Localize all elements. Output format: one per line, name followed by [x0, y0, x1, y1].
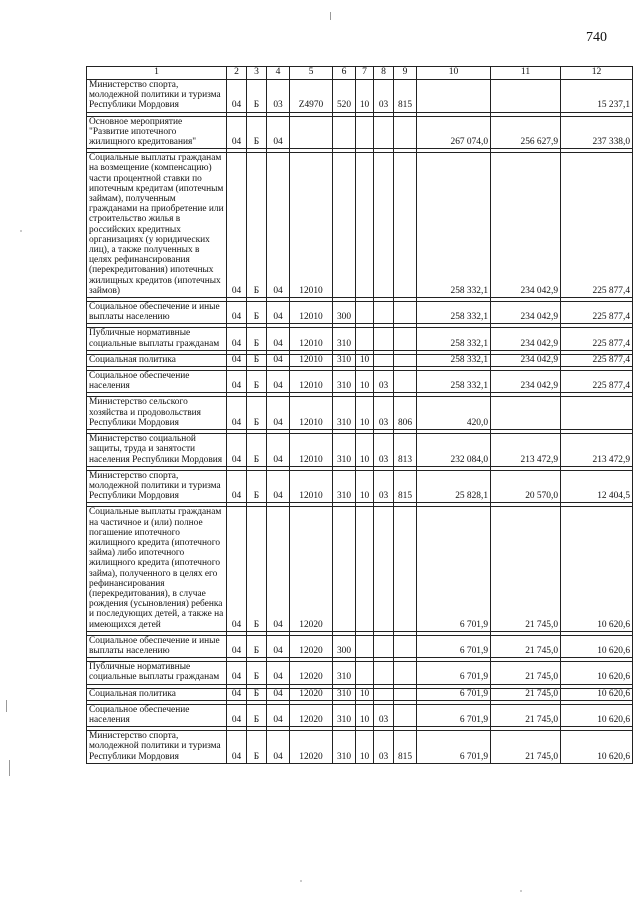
- table-cell: 310: [333, 354, 356, 366]
- table-cell: 234 042,9: [491, 371, 561, 393]
- table-cell: 12020: [290, 635, 333, 657]
- table-cell: 12 404,5: [561, 470, 633, 503]
- table-cell: [374, 507, 394, 631]
- table-cell: Б: [247, 328, 267, 350]
- table-cell: Б: [247, 507, 267, 631]
- table-cell: 03: [374, 434, 394, 467]
- row-label: Социальные выплаты гражданам на частичное и (или) полное погашение ипотечного жилищного кредита (ипотечного займа) либо ипотечного жилищного кредита (ипотечного займа), полученного в целях его рефинансирования (перекредитования), в случае рождения (усыновления) ребенка и последующих детей, а также на имеющихся детей: [87, 507, 227, 631]
- table-cell: 258 332,1: [417, 371, 491, 393]
- header-cell: 8: [374, 67, 394, 80]
- table-cell: 10 620,6: [561, 704, 633, 726]
- margin-mark: [6, 700, 7, 712]
- table-cell: 10: [356, 371, 374, 393]
- table-cell: 21 745,0: [491, 688, 561, 700]
- table-cell: [333, 153, 356, 298]
- table-cell: [491, 397, 561, 430]
- table-cell: 03: [374, 80, 394, 113]
- table-cell: 21 745,0: [491, 635, 561, 657]
- table-cell: 420,0: [417, 397, 491, 430]
- table-cell: 10: [356, 397, 374, 430]
- table-cell: Б: [247, 470, 267, 503]
- table-body: [87, 80, 633, 764]
- table-cell: 10: [356, 704, 374, 726]
- header-cell: 2: [227, 67, 247, 80]
- row-label: Социальное обеспечение населения: [87, 371, 227, 393]
- table-cell: [333, 507, 356, 631]
- table-cell: 04: [267, 470, 290, 503]
- table-cell: 310: [333, 371, 356, 393]
- table-cell: [394, 662, 417, 684]
- table-cell: 10 620,6: [561, 635, 633, 657]
- table-cell: 12020: [290, 507, 333, 631]
- table-cell: 04: [227, 397, 247, 430]
- scan-speck: [300, 880, 302, 882]
- table-cell: 10: [356, 434, 374, 467]
- table-cell: 03: [374, 371, 394, 393]
- table-cell: 10 620,6: [561, 662, 633, 684]
- table-cell: 04: [267, 635, 290, 657]
- table-cell: [356, 507, 374, 631]
- header-cell: 4: [267, 67, 290, 80]
- table-cell: 04: [267, 116, 290, 149]
- table-cell: Б: [247, 302, 267, 324]
- table-cell: 04: [267, 507, 290, 631]
- table-cell: Б: [247, 635, 267, 657]
- table-cell: 04: [227, 371, 247, 393]
- table-cell: 267 074,0: [417, 116, 491, 149]
- budget-table: [86, 66, 633, 764]
- table-cell: [356, 662, 374, 684]
- table-cell: 12010: [290, 328, 333, 350]
- table-cell: 04: [227, 116, 247, 149]
- row-label: Министерство спорта, молодежной политики и туризма Республики Мордовия: [87, 731, 227, 764]
- table-cell: 258 332,1: [417, 328, 491, 350]
- table-cell: 310: [333, 397, 356, 430]
- header-cell: 1: [87, 67, 227, 80]
- table-cell: 25 828,1: [417, 470, 491, 503]
- table-cell: 310: [333, 704, 356, 726]
- table-row: [87, 470, 633, 503]
- table-row: [87, 302, 633, 324]
- table-cell: [374, 328, 394, 350]
- table-row: [87, 397, 633, 430]
- table-cell: 310: [333, 434, 356, 467]
- table-cell: 225 877,4: [561, 153, 633, 298]
- table-cell: 04: [227, 470, 247, 503]
- table-cell: Б: [247, 397, 267, 430]
- table-row: [87, 704, 633, 726]
- table-cell: 237 338,0: [561, 116, 633, 149]
- table-cell: 03: [267, 80, 290, 113]
- table-cell: 21 745,0: [491, 731, 561, 764]
- table-cell: 12020: [290, 704, 333, 726]
- header-row: [87, 67, 633, 80]
- table-cell: 815: [394, 470, 417, 503]
- row-label: Социальная политика: [87, 688, 227, 700]
- table-row: [87, 328, 633, 350]
- table-cell: [394, 635, 417, 657]
- row-label: Социальное обеспечение и иные выплаты населению: [87, 635, 227, 657]
- table-cell: 04: [267, 354, 290, 366]
- table-cell: 815: [394, 731, 417, 764]
- table-cell: Б: [247, 354, 267, 366]
- table-cell: 04: [267, 688, 290, 700]
- table-row: [87, 153, 633, 298]
- table-row: [87, 116, 633, 149]
- table-row: [87, 371, 633, 393]
- table-cell: [290, 116, 333, 149]
- table-cell: Б: [247, 153, 267, 298]
- table-row: [87, 354, 633, 366]
- table-cell: [333, 116, 356, 149]
- table-cell: 813: [394, 434, 417, 467]
- table-cell: 213 472,9: [491, 434, 561, 467]
- table-cell: 12020: [290, 731, 333, 764]
- table-cell: [374, 153, 394, 298]
- table-cell: 10 620,6: [561, 507, 633, 631]
- table-cell: 234 042,9: [491, 328, 561, 350]
- row-label: Социальное обеспечение населения: [87, 704, 227, 726]
- table-row: [87, 731, 633, 764]
- table-cell: 04: [267, 731, 290, 764]
- table-cell: 10: [356, 731, 374, 764]
- header-cell: 3: [247, 67, 267, 80]
- table-cell: 03: [374, 731, 394, 764]
- table-cell: 15 237,1: [561, 80, 633, 113]
- table-cell: 10: [356, 80, 374, 113]
- table-cell: 258 332,1: [417, 354, 491, 366]
- table-row: [87, 662, 633, 684]
- table-cell: [374, 662, 394, 684]
- table-cell: 12010: [290, 354, 333, 366]
- table-cell: 300: [333, 302, 356, 324]
- table-cell: 21 745,0: [491, 662, 561, 684]
- table-cell: 12010: [290, 302, 333, 324]
- margin-mark: [330, 12, 331, 20]
- row-label: Социальные выплаты гражданам на возмещение (компенсацию) части процентной ставки по ипотечным кредитам (ипотечным займам), полученным гражданами на приобретение или строительство жилья в российских кредитных организациях (у юридических лиц), а также полученных в целях рефинансирования (перекредитования) ипотечных жилищных кредитов (ипотечных займов): [87, 153, 227, 298]
- table-cell: 03: [374, 397, 394, 430]
- table-cell: [374, 635, 394, 657]
- row-label: Публичные нормативные социальные выплаты гражданам: [87, 662, 227, 684]
- table-cell: [417, 80, 491, 113]
- table-cell: 04: [267, 434, 290, 467]
- table-cell: 04: [227, 153, 247, 298]
- table-cell: 6 701,9: [417, 704, 491, 726]
- row-label: Основное мероприятие "Развитие ипотечного жилищного кредитования": [87, 116, 227, 149]
- table-cell: 04: [267, 371, 290, 393]
- table-cell: 232 084,0: [417, 434, 491, 467]
- table-cell: [394, 302, 417, 324]
- table-cell: 04: [227, 704, 247, 726]
- table-cell: 225 877,4: [561, 371, 633, 393]
- table-row: [87, 688, 633, 700]
- table-cell: 310: [333, 688, 356, 700]
- table-cell: 258 332,1: [417, 153, 491, 298]
- table-cell: Б: [247, 80, 267, 113]
- table-cell: Б: [247, 688, 267, 700]
- row-label: Министерство спорта, молодежной политики и туризма Республики Мордовия: [87, 80, 227, 113]
- table-cell: [394, 371, 417, 393]
- table-cell: [394, 704, 417, 726]
- row-label: Публичные нормативные социальные выплаты гражданам: [87, 328, 227, 350]
- table-cell: [374, 302, 394, 324]
- table-cell: [356, 116, 374, 149]
- table-cell: [356, 302, 374, 324]
- row-label: Социальное обеспечение и иные выплаты населению: [87, 302, 227, 324]
- table-cell: 6 701,9: [417, 662, 491, 684]
- table-cell: 310: [333, 470, 356, 503]
- row-label: Министерство спорта, молодежной политики и туризма Республики Мордовия: [87, 470, 227, 503]
- row-label: Социальная политика: [87, 354, 227, 366]
- table-cell: 12010: [290, 397, 333, 430]
- table-cell: Z4970: [290, 80, 333, 113]
- table-cell: 04: [227, 434, 247, 467]
- table-cell: [356, 153, 374, 298]
- row-label: Министерство социальной защиты, труда и занятости населения Республики Мордовия: [87, 434, 227, 467]
- table-cell: 04: [227, 635, 247, 657]
- table-cell: [374, 116, 394, 149]
- table-cell: 20 570,0: [491, 470, 561, 503]
- table-row: [87, 507, 633, 631]
- margin-mark: [9, 760, 10, 776]
- header-cell: 9: [394, 67, 417, 80]
- row-label: Министерство сельского хозяйства и продовольствия Республики Мордовия: [87, 397, 227, 430]
- table-cell: [394, 688, 417, 700]
- table-cell: 21 745,0: [491, 704, 561, 726]
- table-cell: Б: [247, 116, 267, 149]
- table-cell: 213 472,9: [561, 434, 633, 467]
- table-cell: 310: [333, 731, 356, 764]
- header-cell: 6: [333, 67, 356, 80]
- table-cell: [394, 328, 417, 350]
- table-cell: [356, 635, 374, 657]
- table-cell: 300: [333, 635, 356, 657]
- table-cell: 10: [356, 354, 374, 366]
- table-cell: 12020: [290, 688, 333, 700]
- table-cell: 10: [356, 688, 374, 700]
- table-cell: 806: [394, 397, 417, 430]
- table-cell: 310: [333, 328, 356, 350]
- table-cell: 04: [227, 507, 247, 631]
- table-cell: 234 042,9: [491, 354, 561, 366]
- table-cell: [394, 153, 417, 298]
- table-cell: 234 042,9: [491, 153, 561, 298]
- table-row: [87, 80, 633, 113]
- table-cell: 6 701,9: [417, 731, 491, 764]
- table-cell: 520: [333, 80, 356, 113]
- table-cell: 04: [227, 80, 247, 113]
- table-cell: 10 620,6: [561, 731, 633, 764]
- table-cell: 225 877,4: [561, 328, 633, 350]
- header-cell: 5: [290, 67, 333, 80]
- table-cell: 12010: [290, 153, 333, 298]
- table-cell: 6 701,9: [417, 507, 491, 631]
- scan-speck: [20, 230, 22, 232]
- page-number: 740: [586, 30, 607, 45]
- table-cell: 03: [374, 470, 394, 503]
- table-cell: Б: [247, 371, 267, 393]
- header-cell: 10: [417, 67, 491, 80]
- table-cell: 04: [227, 688, 247, 700]
- scan-speck: [520, 890, 522, 892]
- table-cell: 6 701,9: [417, 635, 491, 657]
- table-cell: 04: [267, 328, 290, 350]
- table-cell: [356, 328, 374, 350]
- table-cell: [394, 116, 417, 149]
- table-cell: [374, 688, 394, 700]
- table-cell: 04: [267, 153, 290, 298]
- table-row: [87, 434, 633, 467]
- table-cell: Б: [247, 662, 267, 684]
- table-cell: 04: [227, 662, 247, 684]
- table-cell: 10 620,6: [561, 688, 633, 700]
- table-cell: Б: [247, 434, 267, 467]
- table-cell: 258 332,1: [417, 302, 491, 324]
- table-cell: [491, 80, 561, 113]
- table-cell: 10: [356, 470, 374, 503]
- table-cell: 234 042,9: [491, 302, 561, 324]
- table-cell: 04: [267, 704, 290, 726]
- table-cell: 310: [333, 662, 356, 684]
- table-cell: 225 877,4: [561, 302, 633, 324]
- table-cell: 21 745,0: [491, 507, 561, 631]
- table-cell: [394, 507, 417, 631]
- table-cell: [374, 354, 394, 366]
- table-cell: 04: [267, 302, 290, 324]
- table-cell: 04: [227, 354, 247, 366]
- table-cell: [561, 397, 633, 430]
- table-cell: 04: [267, 397, 290, 430]
- table-cell: 12020: [290, 662, 333, 684]
- table-cell: 6 701,9: [417, 688, 491, 700]
- table-cell: 03: [374, 704, 394, 726]
- header-cell: 7: [356, 67, 374, 80]
- table-cell: 12010: [290, 371, 333, 393]
- table-cell: 815: [394, 80, 417, 113]
- table-cell: 256 627,9: [491, 116, 561, 149]
- table-cell: 04: [227, 731, 247, 764]
- table-cell: 12010: [290, 434, 333, 467]
- header-cell: 11: [491, 67, 561, 80]
- table-cell: Б: [247, 704, 267, 726]
- table-cell: Б: [247, 731, 267, 764]
- table-cell: 04: [227, 302, 247, 324]
- table-cell: 04: [267, 662, 290, 684]
- table-cell: [394, 354, 417, 366]
- table-cell: 04: [227, 328, 247, 350]
- table-cell: 225 877,4: [561, 354, 633, 366]
- header-cell: 12: [561, 67, 633, 80]
- table-cell: 12010: [290, 470, 333, 503]
- table-row: [87, 635, 633, 657]
